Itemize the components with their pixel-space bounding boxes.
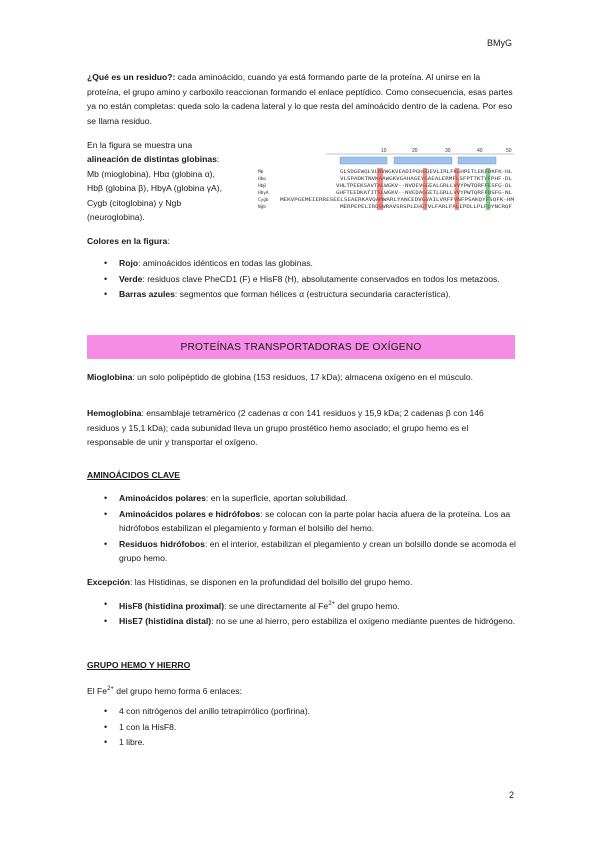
his-text-distal: : no se une al hierro, pero estabiliza el oxígeno mediante puentes de hidrógeno. (211, 616, 516, 627)
conserved-residue-highlight (486, 168, 490, 210)
residue-text: cada aminoácido, cuando ya está formando parte de la proteína. Al unirse en la proteína, el grupo amino y carboxilo reaccionan formando el enlace peptídico. Como consecuencia, esas partes ya no están completas: queda solo la cadena lateral y lo que resta del aminoácido dentro de la cadena. Por eso se llama residuo. (87, 72, 513, 126)
exception-label: Excepción (87, 577, 130, 587)
ruler-tick-10: 10 (381, 148, 387, 154)
myoglobin-label: Mioglobina (87, 372, 133, 382)
color-text-red: : aminoácidos idénticos en todas las globinas. (138, 258, 313, 268)
exception-text: : las Histidinas, se disponen en la profundidad del bolsillo del grupo hemo. (130, 577, 413, 587)
key-aa-list (87, 491, 517, 567)
row-name-mb: Mb (258, 170, 264, 175)
myoglobin-paragraph (87, 370, 515, 385)
list-item (87, 287, 517, 302)
figure-intro-line5: Cygb (citoglobina) y Ngb (87, 197, 182, 208)
row-name-hbb: Hbβ (258, 184, 266, 189)
myoglobin-text: : un solo polipéptido de globina (153 residuos, 17 kDa); almacena oxígeno en el músculo. (132, 372, 473, 382)
color-label-green: Verde (119, 273, 143, 284)
row-seq-mb: GLSDGEWQLVLNVWGKVEADIPGHGQEVLIRLFKGHPETLEKFDKFK-HL (340, 170, 473, 175)
header-brand: BMyG (486, 38, 512, 48)
fe-charge-superscript: 2+ (328, 601, 336, 607)
ruler-tick-20: 20 (412, 148, 418, 154)
identical-residue-highlight-1 (377, 168, 383, 210)
row-name-hba: Hbα (258, 177, 266, 182)
list-item (87, 507, 517, 536)
list-item: • 4 con nitrógenos del anillo tetrapirrólico (porfirina). (87, 704, 517, 719)
heme-intro-pre: El Fe (87, 685, 108, 696)
figure-intro-line4: Hbβ (globina β), HbγA (globina γA), (87, 183, 223, 194)
row-seq-hba: VLSPADKTNVKAAWGKVGAHAGEYGAEALERMFLSFPTTKTYFPHF-DL (340, 177, 470, 182)
list-item: • 1 libre. (87, 735, 517, 750)
row-name-ngb: Ngb (258, 205, 266, 210)
heme-intro-superscript: 2+ (107, 686, 114, 692)
list-item (87, 537, 517, 566)
ruler-tick-40: 40 (477, 148, 483, 154)
figure-intro-line2 (87, 152, 257, 166)
color-label-red: Rojo (119, 258, 139, 268)
color-label-blue: Barras azules (119, 289, 175, 300)
figure-intro-line3: Mb (mioglobina), Hbα (globina α), (87, 168, 215, 179)
histidine-list (87, 597, 517, 630)
identical-residue-highlight-3 (455, 168, 459, 210)
figure-intro-line6: (neuroglobina). (87, 212, 145, 223)
colors-title-colon: : (167, 236, 170, 246)
figure-intro-bold: alineación de distintas globinas (87, 154, 217, 165)
color-text-green: : residuos clave PheCD1 (F) e HisF8 (H), absolutamente conservados en todos los metazoos. (142, 273, 500, 284)
key-aa-label-3: Residuos hidrófobos (119, 538, 205, 549)
key-aa-text-1: : en la superficie, aportan solubilidad. (205, 493, 348, 503)
figure-intro (87, 138, 257, 224)
row-name-hbga: HbγA (258, 191, 269, 196)
list-item (87, 272, 517, 287)
key-aa-text-2: : se colocan con la parte polar hacia afuera de la proteína. Los aa hidrófobos estabilizan el plegamiento y forman el bolsillo del hemo. (119, 508, 511, 534)
colors-title-text: Colores en la figura (87, 236, 168, 246)
list-item (87, 491, 517, 506)
color-text-blue: : segmentos que forman hélices α (estructura secundaria característica). (174, 289, 451, 300)
heme-intro-post: del grupo hemo forma 6 enlaces: (113, 685, 242, 696)
colors-title (87, 234, 515, 249)
row-seq-hbga: GHFTEEDKATITSLWGKV--NVEDAGGETLGRLLVVYPWTQRFFDSFG-NL (336, 191, 471, 196)
row-seq-ngb: MERPEPELIRQSWRAVSRSPLEHGTVLFARLFALEPDLLPLFQYNCRQF (340, 205, 470, 210)
list-item: • 1 con la HisF8. (87, 720, 517, 735)
list-item (87, 614, 517, 629)
section-banner: PROTEÍNAS TRANSPORTADORAS DE OXÍGENO (87, 335, 515, 359)
list-item (87, 597, 517, 613)
ruler-tick-50: 50 (506, 148, 512, 154)
key-aa-label-2: Aminoácidos polares e hidrófobos (119, 508, 261, 519)
key-aa-label-1: Aminoácidos polares (119, 493, 206, 503)
globin-alignment-figure (256, 146, 518, 218)
list-item (87, 256, 517, 271)
figure-intro-line1: En la figura se muestra una (87, 140, 193, 150)
exception-paragraph (87, 575, 515, 590)
heme-bonds-list (87, 704, 517, 751)
key-aa-text-3: : en el interior, estabilizan el plegamiento y crean un bolsillo donde se acomoda el grupo hemo. (119, 538, 516, 564)
ruler-tick-30: 30 (445, 148, 451, 154)
heme-iron-heading: GRUPO HEMO Y HIERRO (87, 660, 191, 670)
residue-label: ¿Qué es un residuo?: (87, 72, 176, 82)
his-label-proximal: HisF8 (histidina proximal) (119, 600, 225, 611)
figure-intro-colon: : (216, 154, 220, 165)
his-label-distal: HisE7 (histidina distal) (119, 616, 212, 627)
row-seq-hbb: VHLTPEEKSAVTALWGKV--NVDEVGGEALGRLLVVYPWTQRFFESFG-DL (336, 184, 471, 189)
heme-iron-intro (87, 682, 515, 698)
helix-bar-b (394, 157, 452, 164)
hemoglobin-text: : ensamblaje tetramérico (2 cadenas α con 141 residuos y 15,9 kDa; 2 cadenas β con 146 residuos y 15,1 kDa); cada subunidad lleva un grupo prostético hemo asociado; el grupo hemo es el responsable de unir y transportar el oxígeno. (87, 408, 484, 448)
helix-bar-c (458, 157, 496, 164)
residue-paragraph (87, 70, 515, 128)
his-text-proximal: : se une directamente al Fe (224, 600, 329, 611)
key-aa-heading: AMINOÁCIDOS CLAVE (87, 470, 180, 480)
helix-bar-a (340, 157, 387, 164)
row-seq-cygb: MEKVPGEMEIERRESEELSEAERKAVQAMWARLYANCEDVGVAILVRFFVNFPSAKQYFSQFK-HM (280, 198, 455, 203)
his-text-proximal-end: del grupo hemo. (335, 600, 400, 611)
colors-list (87, 256, 517, 303)
page-number: 2 (508, 790, 514, 800)
row-name-cygb: Cygb (258, 198, 269, 203)
hemoglobin-label: Hemoglobina (87, 408, 142, 418)
identical-residue-highlight-2 (423, 168, 427, 210)
hemoglobin-paragraph (87, 406, 515, 450)
